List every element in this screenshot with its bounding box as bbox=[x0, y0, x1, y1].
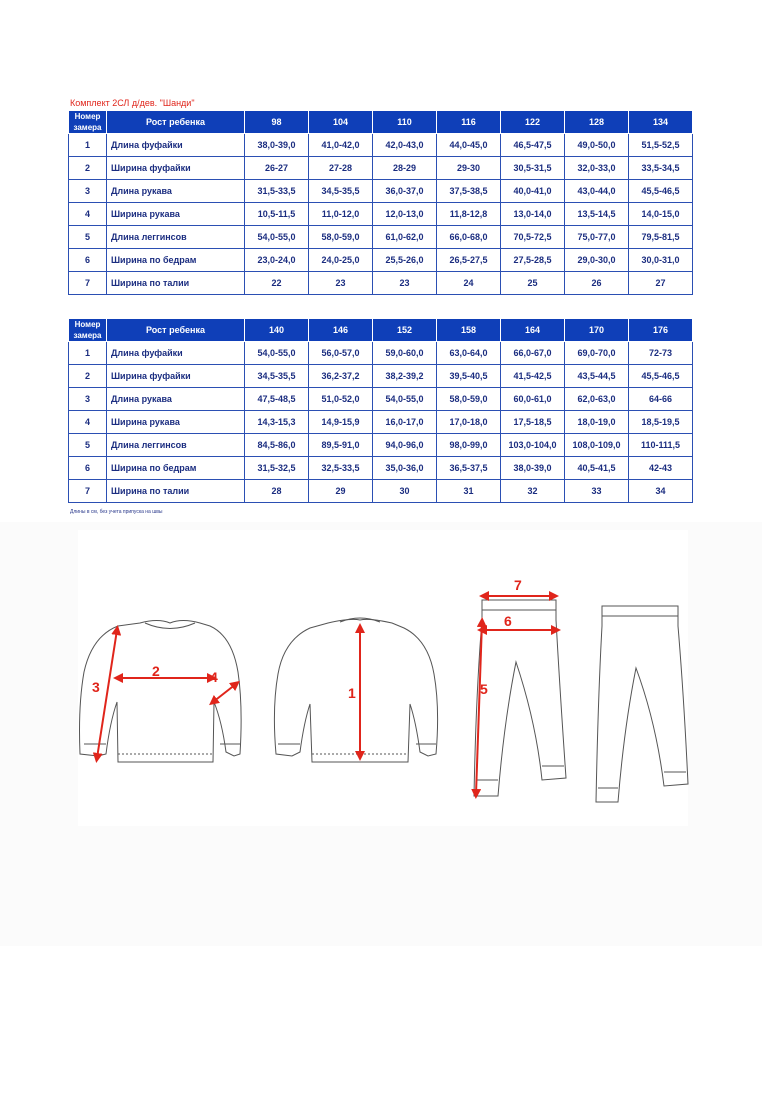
measure-value-cell: 16,0-17,0 bbox=[373, 411, 437, 434]
measure-value-cell: 34,5-35,5 bbox=[245, 365, 309, 388]
measure-value-cell: 25 bbox=[501, 272, 565, 295]
header-child-height: Рост ребенка bbox=[107, 111, 245, 134]
garment-sketches bbox=[0, 522, 762, 946]
measure-value-cell: 46,5-47,5 bbox=[501, 134, 565, 157]
table-header-row bbox=[69, 111, 693, 134]
header-measure-number: Номер замера bbox=[69, 319, 107, 342]
measure-name-cell: Ширина рукава bbox=[107, 203, 245, 226]
measure-value-cell: 29 bbox=[309, 480, 373, 503]
measure-value-cell: 41,5-42,5 bbox=[501, 365, 565, 388]
measure-value-cell: 54,0-55,0 bbox=[245, 226, 309, 249]
measure-value-cell: 64-66 bbox=[629, 388, 693, 411]
measure-value-cell: 70,5-72,5 bbox=[501, 226, 565, 249]
measure-value-cell: 34 bbox=[629, 480, 693, 503]
measure-4-label: 4 bbox=[210, 669, 218, 685]
measure-name-cell: Ширина по талии bbox=[107, 480, 245, 503]
measure-number-cell: 4 bbox=[69, 411, 107, 434]
measure-value-cell: 11,8-12,8 bbox=[437, 203, 501, 226]
measure-value-cell: 66,0-67,0 bbox=[501, 342, 565, 365]
measure-5-label: 5 bbox=[480, 681, 488, 697]
measure-value-cell: 58,0-59,0 bbox=[437, 388, 501, 411]
measure-value-cell: 23,0-24,0 bbox=[245, 249, 309, 272]
measure-value-cell: 75,0-77,0 bbox=[565, 226, 629, 249]
measure-name-cell: Ширина по талии bbox=[107, 272, 245, 295]
measure-value-cell: 44,0-45,0 bbox=[437, 134, 501, 157]
header-size: 176 bbox=[629, 319, 693, 342]
measure-value-cell: 36,5-37,5 bbox=[437, 457, 501, 480]
measure-number-cell: 1 bbox=[69, 134, 107, 157]
table-row bbox=[69, 365, 693, 388]
measure-value-cell: 45,5-46,5 bbox=[629, 365, 693, 388]
header-size: 128 bbox=[565, 111, 629, 134]
measure-number-cell: 2 bbox=[69, 157, 107, 180]
garment-diagram-panel bbox=[0, 522, 762, 946]
header-size: 164 bbox=[501, 319, 565, 342]
header-size: 110 bbox=[373, 111, 437, 134]
header-child-height: Рост ребенка bbox=[107, 319, 245, 342]
measure-value-cell: 10,5-11,5 bbox=[245, 203, 309, 226]
measure-value-cell: 38,2-39,2 bbox=[373, 365, 437, 388]
measure-value-cell: 36,0-37,0 bbox=[373, 180, 437, 203]
measure-value-cell: 22 bbox=[245, 272, 309, 295]
measure-value-cell: 29,0-30,0 bbox=[565, 249, 629, 272]
measure-name-cell: Длина фуфайки bbox=[107, 134, 245, 157]
measure-value-cell: 34,5-35,5 bbox=[309, 180, 373, 203]
table-row bbox=[69, 457, 693, 480]
measure-value-cell: 108,0-109,0 bbox=[565, 434, 629, 457]
measure-6-label: 6 bbox=[504, 613, 512, 629]
header-size: 104 bbox=[309, 111, 373, 134]
measure-name-cell: Длина леггинсов bbox=[107, 226, 245, 249]
measure-value-cell: 54,0-55,0 bbox=[373, 388, 437, 411]
document-title: Комплект 2СЛ д/дев. "Шанди" bbox=[70, 98, 195, 108]
header-size: 170 bbox=[565, 319, 629, 342]
table-row bbox=[69, 180, 693, 203]
measure-value-cell: 43,5-44,5 bbox=[565, 365, 629, 388]
measure-name-cell: Длина леггинсов bbox=[107, 434, 245, 457]
measure-2-label: 2 bbox=[152, 663, 160, 679]
measure-value-cell: 47,5-48,5 bbox=[245, 388, 309, 411]
measure-value-cell: 72-73 bbox=[629, 342, 693, 365]
measure-number-cell: 4 bbox=[69, 203, 107, 226]
measure-value-cell: 24,0-25,0 bbox=[309, 249, 373, 272]
measure-value-cell: 37,5-38,5 bbox=[437, 180, 501, 203]
measure-name-cell: Ширина рукава bbox=[107, 411, 245, 434]
measure-value-cell: 14,9-15,9 bbox=[309, 411, 373, 434]
measure-value-cell: 49,0-50,0 bbox=[565, 134, 629, 157]
measure-value-cell: 94,0-96,0 bbox=[373, 434, 437, 457]
measure-value-cell: 31 bbox=[437, 480, 501, 503]
table-row bbox=[69, 434, 693, 457]
measure-name-cell: Длина фуфайки bbox=[107, 342, 245, 365]
measure-3-label: 3 bbox=[92, 679, 100, 695]
measure-value-cell: 51,0-52,0 bbox=[309, 388, 373, 411]
measure-value-cell: 14,3-15,3 bbox=[245, 411, 309, 434]
measure-number-cell: 3 bbox=[69, 388, 107, 411]
measure-value-cell: 31,5-32,5 bbox=[245, 457, 309, 480]
measure-value-cell: 24 bbox=[437, 272, 501, 295]
measure-value-cell: 54,0-55,0 bbox=[245, 342, 309, 365]
measure-value-cell: 63,0-64,0 bbox=[437, 342, 501, 365]
table-row bbox=[69, 157, 693, 180]
measure-value-cell: 79,5-81,5 bbox=[629, 226, 693, 249]
measure-7-label: 7 bbox=[514, 577, 522, 593]
size-table-2 bbox=[68, 318, 693, 503]
measure-value-cell: 98,0-99,0 bbox=[437, 434, 501, 457]
measure-number-cell: 7 bbox=[69, 272, 107, 295]
measure-value-cell: 13,0-14,0 bbox=[501, 203, 565, 226]
measure-value-cell: 32 bbox=[501, 480, 565, 503]
measure-1-label: 1 bbox=[348, 685, 356, 701]
measure-value-cell: 27 bbox=[629, 272, 693, 295]
measure-value-cell: 32,5-33,5 bbox=[309, 457, 373, 480]
table-row bbox=[69, 226, 693, 249]
measure-value-cell: 43,0-44,0 bbox=[565, 180, 629, 203]
measure-value-cell: 42,0-43,0 bbox=[373, 134, 437, 157]
table-row bbox=[69, 272, 693, 295]
measure-number-cell: 5 bbox=[69, 434, 107, 457]
measure-value-cell: 60,0-61,0 bbox=[501, 388, 565, 411]
measure-value-cell: 62,0-63,0 bbox=[565, 388, 629, 411]
measure-value-cell: 103,0-104,0 bbox=[501, 434, 565, 457]
measure-name-cell: Длина рукава bbox=[107, 388, 245, 411]
measure-value-cell: 58,0-59,0 bbox=[309, 226, 373, 249]
measure-value-cell: 36,2-37,2 bbox=[309, 365, 373, 388]
measure-value-cell: 12,0-13,0 bbox=[373, 203, 437, 226]
measure-number-cell: 1 bbox=[69, 342, 107, 365]
measure-value-cell: 28 bbox=[245, 480, 309, 503]
measure-value-cell: 14,0-15,0 bbox=[629, 203, 693, 226]
measure-value-cell: 18,5-19,5 bbox=[629, 411, 693, 434]
measure-value-cell: 18,0-19,0 bbox=[565, 411, 629, 434]
table-row bbox=[69, 388, 693, 411]
measure-value-cell: 40,5-41,5 bbox=[565, 457, 629, 480]
measure-value-cell: 56,0-57,0 bbox=[309, 342, 373, 365]
measure-value-cell: 41,0-42,0 bbox=[309, 134, 373, 157]
measure-value-cell: 26 bbox=[565, 272, 629, 295]
measure-number-cell: 3 bbox=[69, 180, 107, 203]
measure-number-cell: 2 bbox=[69, 365, 107, 388]
measure-name-cell: Длина рукава bbox=[107, 180, 245, 203]
measure-value-cell: 27-28 bbox=[309, 157, 373, 180]
measure-value-cell: 17,0-18,0 bbox=[437, 411, 501, 434]
header-size: 140 bbox=[245, 319, 309, 342]
table-row bbox=[69, 342, 693, 365]
measure-number-cell: 6 bbox=[69, 457, 107, 480]
measure-value-cell: 84,5-86,0 bbox=[245, 434, 309, 457]
size-table-1 bbox=[68, 110, 693, 295]
measure-value-cell: 40,0-41,0 bbox=[501, 180, 565, 203]
table-row bbox=[69, 134, 693, 157]
header-measure-number: Номер замера bbox=[69, 111, 107, 134]
header-size: 152 bbox=[373, 319, 437, 342]
measure-name-cell: Ширина по бедрам bbox=[107, 457, 245, 480]
measure-value-cell: 17,5-18,5 bbox=[501, 411, 565, 434]
measure-number-cell: 6 bbox=[69, 249, 107, 272]
measure-value-cell: 33 bbox=[565, 480, 629, 503]
measure-value-cell: 61,0-62,0 bbox=[373, 226, 437, 249]
measure-value-cell: 30 bbox=[373, 480, 437, 503]
table-row bbox=[69, 249, 693, 272]
header-size: 116 bbox=[437, 111, 501, 134]
measure-value-cell: 26,5-27,5 bbox=[437, 249, 501, 272]
measure-value-cell: 25,5-26,0 bbox=[373, 249, 437, 272]
measure-value-cell: 26-27 bbox=[245, 157, 309, 180]
footnote: Длины в см, без учета припуска на швы bbox=[70, 509, 163, 515]
measure-value-cell: 89,5-91,0 bbox=[309, 434, 373, 457]
table-header-row bbox=[69, 319, 693, 342]
header-size: 134 bbox=[629, 111, 693, 134]
measure-number-cell: 7 bbox=[69, 480, 107, 503]
table-row bbox=[69, 480, 693, 503]
table-row bbox=[69, 411, 693, 434]
table-row bbox=[69, 203, 693, 226]
measure-name-cell: Ширина фуфайки bbox=[107, 157, 245, 180]
measure-value-cell: 11,0-12,0 bbox=[309, 203, 373, 226]
measure-value-cell: 39,5-40,5 bbox=[437, 365, 501, 388]
header-size: 122 bbox=[501, 111, 565, 134]
measure-value-cell: 27,5-28,5 bbox=[501, 249, 565, 272]
measure-name-cell: Ширина фуфайки bbox=[107, 365, 245, 388]
measure-value-cell: 23 bbox=[373, 272, 437, 295]
header-size: 146 bbox=[309, 319, 373, 342]
measure-value-cell: 28-29 bbox=[373, 157, 437, 180]
measure-number-cell: 5 bbox=[69, 226, 107, 249]
measure-value-cell: 13,5-14,5 bbox=[565, 203, 629, 226]
header-size: 158 bbox=[437, 319, 501, 342]
measure-value-cell: 59,0-60,0 bbox=[373, 342, 437, 365]
measure-value-cell: 30,0-31,0 bbox=[629, 249, 693, 272]
measure-value-cell: 33,5-34,5 bbox=[629, 157, 693, 180]
header-size: 98 bbox=[245, 111, 309, 134]
measure-value-cell: 45,5-46,5 bbox=[629, 180, 693, 203]
measure-value-cell: 32,0-33,0 bbox=[565, 157, 629, 180]
measure-value-cell: 51,5-52,5 bbox=[629, 134, 693, 157]
measure-name-cell: Ширина по бедрам bbox=[107, 249, 245, 272]
measure-value-cell: 38,0-39,0 bbox=[501, 457, 565, 480]
measure-value-cell: 31,5-33,5 bbox=[245, 180, 309, 203]
measure-value-cell: 69,0-70,0 bbox=[565, 342, 629, 365]
measure-value-cell: 35,0-36,0 bbox=[373, 457, 437, 480]
measure-value-cell: 66,0-68,0 bbox=[437, 226, 501, 249]
measure-value-cell: 23 bbox=[309, 272, 373, 295]
measure-value-cell: 30,5-31,5 bbox=[501, 157, 565, 180]
measure-value-cell: 42-43 bbox=[629, 457, 693, 480]
measure-value-cell: 29-30 bbox=[437, 157, 501, 180]
measure-value-cell: 110-111,5 bbox=[629, 434, 693, 457]
measure-value-cell: 38,0-39,0 bbox=[245, 134, 309, 157]
